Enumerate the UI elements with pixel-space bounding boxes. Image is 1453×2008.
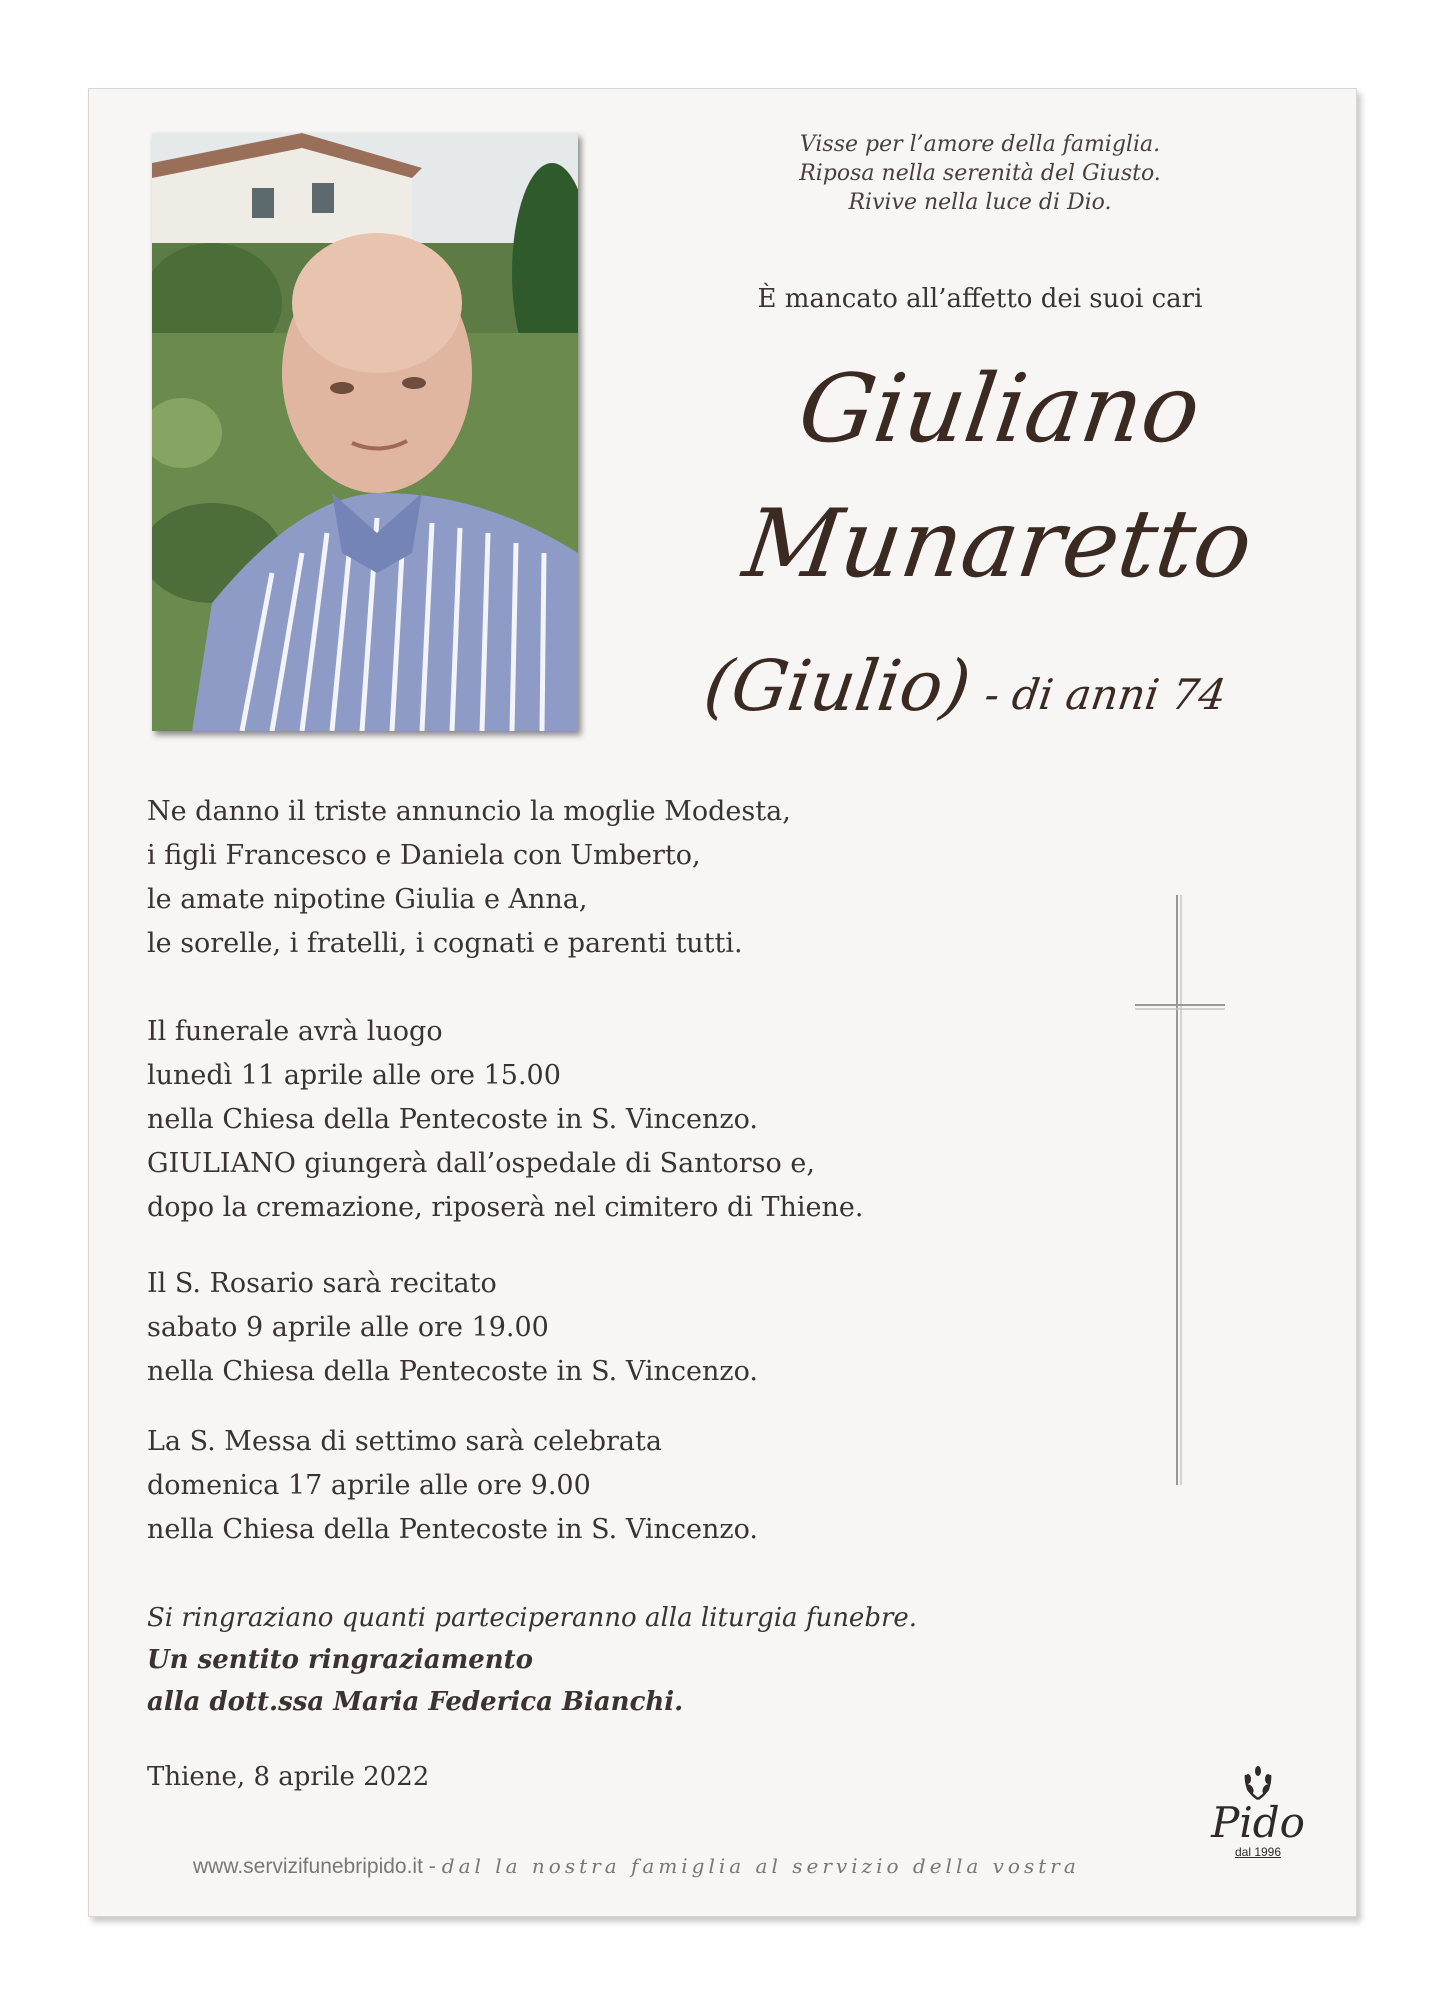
text-line: le sorelle, i fratelli, i cognati e parenti tutti.	[147, 928, 743, 959]
text-line: nella Chiesa della Pentecoste in S. Vincenzo.	[147, 1514, 758, 1545]
deceased-last-name: Munaretto	[737, 490, 1259, 599]
announcement-paragraph	[147, 790, 1047, 966]
text-line: lunedì 11 aprile alle ore 15.00	[147, 1060, 561, 1091]
deceased-first-name: Giuliano	[792, 355, 1207, 464]
text-line: dopo la cremazione, riposerà nel cimitero di Thiene.	[147, 1192, 864, 1223]
footer-slogan: dal la nostra famiglia al servizio della vostra	[441, 1854, 1080, 1878]
intro-text: È mancato all’affetto dei suoi cari	[757, 284, 1203, 314]
text-line: nella Chiesa della Pentecoste in S. Vincenzo.	[147, 1104, 758, 1135]
text-line: domenica 17 aprile alle ore 9.00	[147, 1470, 591, 1501]
text-line: La S. Messa di settimo sarà celebrata	[147, 1426, 662, 1457]
deceased-nickname: (Giulio)	[699, 645, 976, 727]
epitaph-verse	[740, 130, 1220, 217]
verse-line: Visse per l’amore della famiglia.	[799, 132, 1161, 157]
thanks-general: Si ringraziano quanti parteciperanno alla liturgia funebre.	[147, 1603, 918, 1633]
verse-line: Riposa nella serenità del Giusto.	[799, 161, 1161, 186]
thanks-special-line: Un sentito ringraziamento	[147, 1645, 534, 1675]
text-line: sabato 9 aprile alle ore 19.00	[147, 1312, 549, 1343]
text-line: GIULIANO giungerà dall’ospedale di Santorso e,	[147, 1148, 815, 1179]
logo-name: Pido	[1211, 1798, 1305, 1847]
funeral-paragraph	[147, 1010, 1047, 1230]
text-line: Ne danno il triste annuncio la moglie Modesta,	[147, 796, 791, 827]
logo-since: dal 1996	[1234, 1845, 1282, 1859]
text-line: Il funerale avrà luogo	[147, 1016, 443, 1047]
website-link[interactable]: www.servizifunebripido.it -	[193, 1855, 436, 1878]
rosary-paragraph	[147, 1262, 1047, 1394]
company-logo	[1198, 1765, 1318, 1859]
wreath-icon	[1241, 1765, 1275, 1801]
text-line: Il S. Rosario sarà recitato	[147, 1268, 497, 1299]
text-line: i figli Francesco e Daniela con Umberto,	[147, 840, 701, 871]
portrait-photo	[152, 133, 578, 731]
thanks-special-line: alla dott.ssa Maria Federica Bianchi.	[147, 1687, 684, 1717]
thanks-paragraph	[147, 1597, 917, 1723]
portrait-illustration	[152, 133, 578, 731]
place-and-date: Thiene, 8 aprile 2022	[147, 1762, 430, 1792]
text-line: le amate nipotine Giulia e Anna,	[147, 884, 588, 915]
deceased-age: - di anni 74	[981, 670, 1230, 719]
footer	[193, 1854, 1080, 1879]
text-line: nella Chiesa della Pentecoste in S. Vincenzo.	[147, 1356, 758, 1387]
cross-icon	[1135, 895, 1225, 1485]
mass-paragraph	[147, 1420, 1047, 1552]
verse-line: Rivive nella luce di Dio.	[848, 190, 1112, 215]
